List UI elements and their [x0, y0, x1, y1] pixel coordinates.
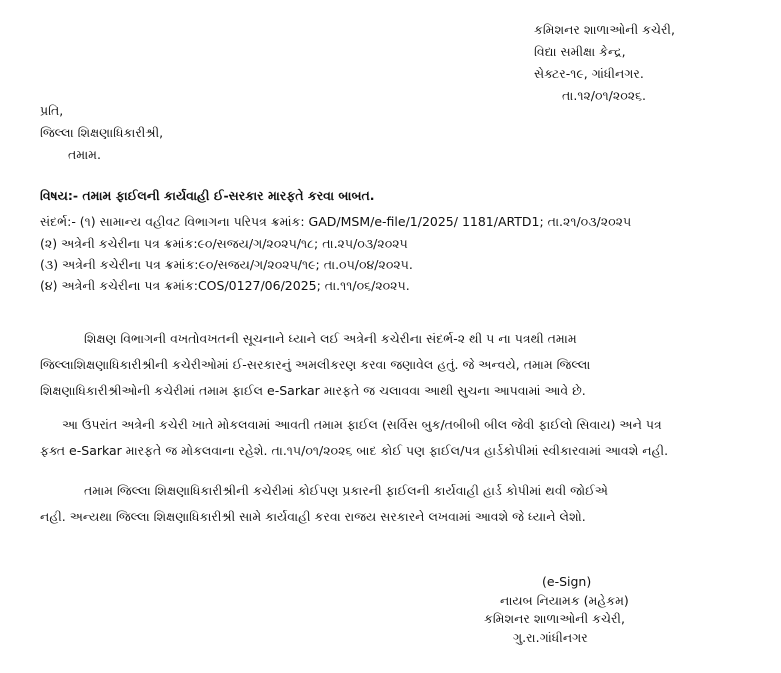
- paragraph-line: તમામ જિલ્લા શિક્ષણાધિકારીશ્રીની કચેરીમાં કોઈપણ પ્રકારની ફાઈલની કાર્યવાહી હાર્ડ કોપીમાં થવી જોઈએ: [84, 483, 608, 498]
- paragraph-line: શિક્ષણાધિકારીશ્રીઓની કચેરીમાં તમામ ફાઈલ e-Sarkar મારફતે જ ચલાવવા આથી સુચના આપવામાં આવે છે.: [40, 383, 586, 398]
- signatory-designation: નાયબ નિયામક (મહેકમ): [500, 593, 629, 608]
- paragraph-line: શિક્ષણ વિભાગની વખતોવખતની સૂચનાને ધ્યાને લઈ અત્રેની કચેરીના સંદર્ભ-૨ થી ૫ ના પત્રથી તમામ: [84, 331, 577, 346]
- reference-item: (૪) અત્રેની કચેરીના પત્ર ક્રમાંક:COS/0127/06/2025; તા.૧૧/૦૬/૨૦૨૫.: [40, 278, 410, 293]
- recipient-title: જિલ્લા શિક્ષણાધિકારીશ્રી,: [40, 125, 164, 140]
- paragraph-line: જિલ્લાશિક્ષણાધિકારીશ્રીની કચેરીઓમાં ઈ-સરકારનું અમલીકરણ કરવા જણાવેલ હતું. જે અન્વયે, તમામ જિલ્લા: [40, 357, 591, 372]
- signatory-place: ગુ.રા.ગાંધીનગર: [513, 630, 588, 645]
- paragraph-line: આ ઉપરાંત અત્રેની કચેરી ખાતે મોકલવામાં આવતી તમામ ફાઈલ (સર્વિસ બુક/તબીબી બીલ જેવી ફાઈલો સિવાય) અને પત્ર: [62, 417, 662, 432]
- subject-line: વિષય:- તમામ ફાઈલની કાર્યવાહી ઈ-સરકાર મારફતે કરવા બાબત.: [40, 188, 375, 203]
- sender-office: કમિશનર શાળાઓની કચેરી,: [534, 22, 675, 37]
- signatory-office: કમિશનર શાળાઓની કચેરી,: [484, 611, 625, 626]
- paragraph-line: નહી. અન્યથા જિલ્લા શિક્ષણાધિકારીશ્રી સામે કાર્યવાહી કરવા રાજય સરકારને લખવામાં આવશે જે ધ્યાને લેશો.: [40, 509, 586, 524]
- sender-center: વિદ્યા સમીક્ષા કેન્દ્ર,: [534, 44, 626, 59]
- body-paragraph-2: [40, 412, 740, 464]
- sender-address: સેક્ટર-૧૯, ગાંધીનગર.: [534, 66, 644, 81]
- body-paragraph-3: [40, 478, 740, 530]
- recipient-salutation: પ્રતિ,: [40, 103, 64, 118]
- reference-item: (૩) અત્રેની કચેરીના પત્ર ક્રમાંક:૯૦/સજય/ગ/૨૦૨૫/૧૯; તા.૦૫/૦૪/૨૦૨૫.: [40, 257, 413, 272]
- paragraph-line: ફક્ત e-Sarkar મારફતે જ મોકલવાના રહેશે. તા.૧૫/૦૧/૨૦૨૬ બાદ કોઈ પણ ફાઈલ/પત્ર હાર્ડકોપીમાં સ્વીકારવામાં આવશે નહી.: [40, 443, 669, 458]
- recipient-all: તમામ.: [68, 147, 101, 162]
- reference-item: સંદર્ભ:- (૧) સામાન્ય વહીવટ વિભાગના પરિપત્ર ક્રમાંક: GAD/MSM/e-file/1/2025/ 1181/ARTD1; તા.૨૧/૦૩/૨૦૨૫: [40, 214, 632, 229]
- letter-date: તા.૧૨/૦૧/૨૦૨૬.: [562, 88, 647, 103]
- esign-label: (e-Sign): [542, 574, 592, 589]
- reference-item: (૨) અત્રેની કચેરીના પત્ર ક્રમાંક:૯૦/સજય/ગ/૨૦૨૫/૧૮; તા.૨૫/૦૩/૨૦૨૫: [40, 236, 408, 251]
- body-paragraph-1: [40, 326, 740, 404]
